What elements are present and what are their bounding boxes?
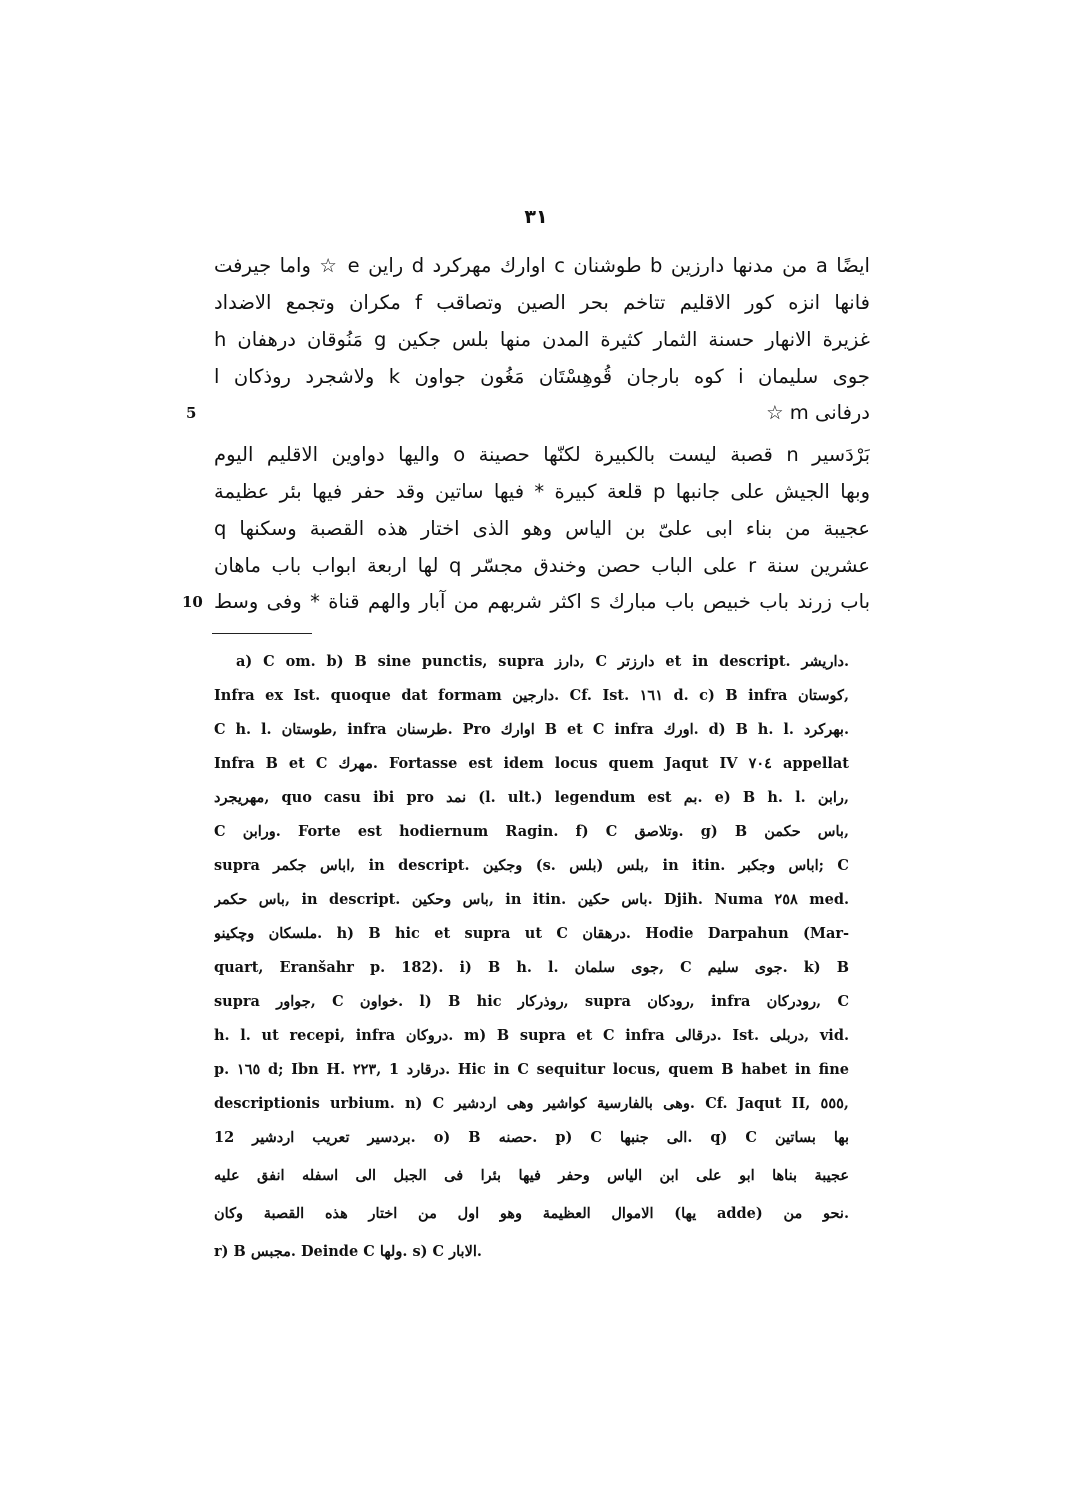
- main-text-line: باب زرند باب خبيص باب مبارك s اكثر شربهم من آبار والهم قناة * وفى وسط: [214, 590, 870, 613]
- footnote-divider: [212, 633, 312, 634]
- main-text-line: وبها الجيش على جانبها p قلعة كبيرة * فيها ساتين وقد حفر فيها بئر عظيمة: [214, 480, 870, 503]
- footnote-line: h. l. ut recepi, infra دروكان. m) B supra et C infra درقالى. Ist. دربلى, vid.: [214, 1027, 849, 1044]
- footnote-line: supra اباس جكمر, in descript. وجكين (s. بلس) بلس, in itin. اباس وجكبر; C: [214, 857, 849, 874]
- main-text-line: فانها انزه كور الاقليم تتاخم بحر الصين وتصاقب f مكران وتجمع الاضداد: [214, 291, 870, 314]
- footnote-line: p. ١٦٥ d; Ibn H. ٢٢٣, 1 درقارد. Hic in C sequitur locus, quem B habet in fine: [214, 1061, 849, 1078]
- main-text-line: عجيبة من بناء ابى علىّ بن الياس وهو الذى اختار هذه القصبة وسكنها q: [214, 517, 870, 540]
- footnote-line: supra جواور, C خواون. l) B hic روذركار, supra رودكان, infra رودركان, C: [214, 993, 849, 1010]
- main-text-line: درفانى m ☆: [766, 401, 870, 424]
- footnote-line: عجيبة بناها ابو على ابن الياس وحفر فيها بئرا فى الجبل الى اسفله انفق عليه: [214, 1167, 849, 1184]
- main-text-line: غزيرة الانهار حسنة الثمار كثيرة المدن منها بلس جكين g مَنُوقان درهفان h: [214, 328, 870, 351]
- footnote-line: Infra B et C مهرك. Fortasse est idem locus quem Jaqut IV ٧٠٤ appellat: [214, 755, 849, 772]
- footnote-line: a) C om. b) B sine punctis, supra دارز, C دارزتر et in descript. داريشر.: [236, 653, 849, 670]
- line-number: 10: [182, 593, 203, 611]
- main-text-line: جوى سليمان i كوه بارجان قُوهِسْتَان مَغُون جواون k ولاشجرد روذكان l: [214, 365, 870, 388]
- main-text-line: عشرين سنة r على الباب حصن وخندق مجسّر q لها اربعة ابواب باب ماهان: [214, 554, 870, 577]
- footnote-line: الاموال العظيمة وهو اول من اختار هذه القصبة وكان (يها adde) نحو من.: [214, 1205, 849, 1222]
- footnote-line: C h. l. طوستان, infra طرسنان. Pro اوارك B et C infra اورك. d) B h. l. بهركرد.: [214, 721, 849, 738]
- footnote-line: 12 بردسير تعريب اردشير. o) B حصنه. p) C الى جنبها. q) C بها بساتين: [214, 1129, 849, 1146]
- footnote-line: باس حكمر, in descript. باس وحكين, in itin. باس حكين. Djih. Numa ٢٥٨ med.: [214, 891, 849, 908]
- footnote-line: مهريجرد, quo casu ibi pro نمد (l. ult.) legendum est بم. e) B h. l. رابن,: [214, 789, 849, 806]
- footnote-line: r) B مجبس. Deinde C ولها. s) C الابار.: [214, 1243, 482, 1260]
- page-number: ٣١: [524, 206, 548, 228]
- footnote-line: quart, Eranšahr p. 182). i) B h. l. جوى سلمان, C جوى سليم. k) B: [214, 959, 849, 976]
- main-text-line: بَرْدَسير n قصبة ليست بالكبيرة لكنّها حصينة o واليها دواوين الاقليم اليوم: [214, 443, 870, 466]
- footnote-line: descriptionis urbium. n) C وهى بالفارسية كواشير وهى اردشير. Cf. Jaqut II, ٥٥٥,: [214, 1095, 849, 1112]
- main-text-line: ايضًا a من مدنها دارزين b طوشنان c اوارك مهركرد d راين e ☆ واما جيرفت: [214, 254, 870, 277]
- footnote-line: Infra ex Ist. quoque dat formam دارجين. Cf. Ist. ١٦١ d. c) B infra كوستان,: [214, 687, 849, 704]
- line-number: 5: [186, 404, 197, 422]
- footnote-line: ملسكان وچكينو. h) B hic et supra ut C درهقان. Hodie Darpahun (Mar-: [214, 925, 849, 942]
- footnote-line: C ورابن. Forte est hodiernum Ragin. f) C وتلاصق. g) B باس حكمن,: [214, 823, 849, 840]
